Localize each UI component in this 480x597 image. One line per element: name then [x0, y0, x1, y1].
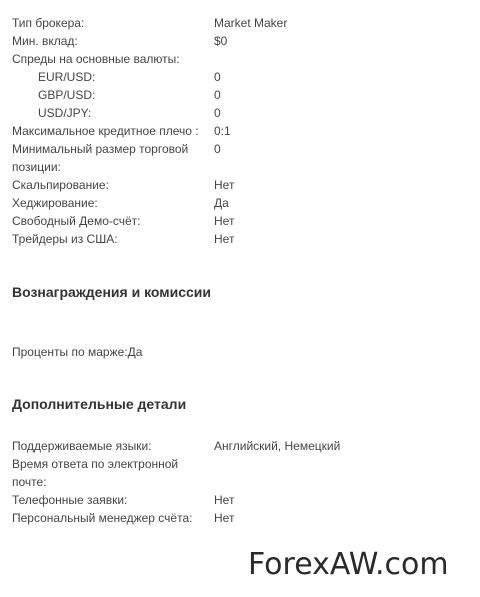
spread-label-usdjpy: USD/JPY: — [38, 106, 92, 120]
free-demo-label: Свободный Демо-счёт: — [12, 214, 141, 228]
hedging-value: Да — [214, 196, 229, 210]
phone-orders-label: Телефонные заявки: — [12, 493, 128, 507]
scalping-value: Нет — [214, 178, 235, 192]
spread-label-gbpusd: GBP/USD: — [38, 88, 96, 102]
details-heading: Дополнительные детали — [12, 396, 187, 412]
spread-value-usdjpy: 0 — [214, 106, 221, 120]
min-deposit-value: $0 — [214, 34, 228, 48]
personal-manager-value: Нет — [214, 511, 235, 525]
max-position-label: Минимальный размер торговой позиции: — [12, 142, 189, 174]
email-response-label: Время ответа по электронной почте: — [12, 457, 179, 489]
languages-value: Английский, Немецкий — [214, 439, 341, 453]
phone-orders-value: Нет — [214, 493, 235, 507]
broker-type-label: Тип брокера: — [12, 16, 85, 30]
margin-interest-text: Проценты по марже:Да — [12, 345, 143, 359]
hedging-label: Хеджирование: — [12, 196, 98, 210]
min-deposit-label: Мин. вклад: — [12, 34, 78, 48]
spread-label-eurusd: EUR/USD: — [38, 70, 96, 84]
languages-label: Поддерживаемые языки: — [12, 439, 152, 453]
spreads-heading: Спреды на основные валюты: — [12, 52, 180, 66]
watermark-text: ForexAW.com — [248, 547, 449, 582]
max-leverage-value: 0:1 — [214, 124, 231, 138]
scalping-label: Скальпирование: — [12, 178, 109, 192]
spread-value-gbpusd: 0 — [214, 88, 221, 102]
personal-manager-label: Персональный менеджер счёта: — [12, 511, 193, 525]
us-traders-label: Трейдеры из США: — [12, 232, 118, 246]
broker-type-value: Market Maker — [214, 16, 288, 30]
max-position-value: 0 — [214, 142, 221, 156]
us-traders-value: Нет — [214, 232, 235, 246]
spread-value-eurusd: 0 — [214, 70, 221, 84]
rewards-heading: Вознаграждения и комиссии — [12, 284, 212, 300]
max-leverage-label: Максимальное кредитное плечо : — [12, 124, 199, 138]
free-demo-value: Нет — [214, 214, 235, 228]
